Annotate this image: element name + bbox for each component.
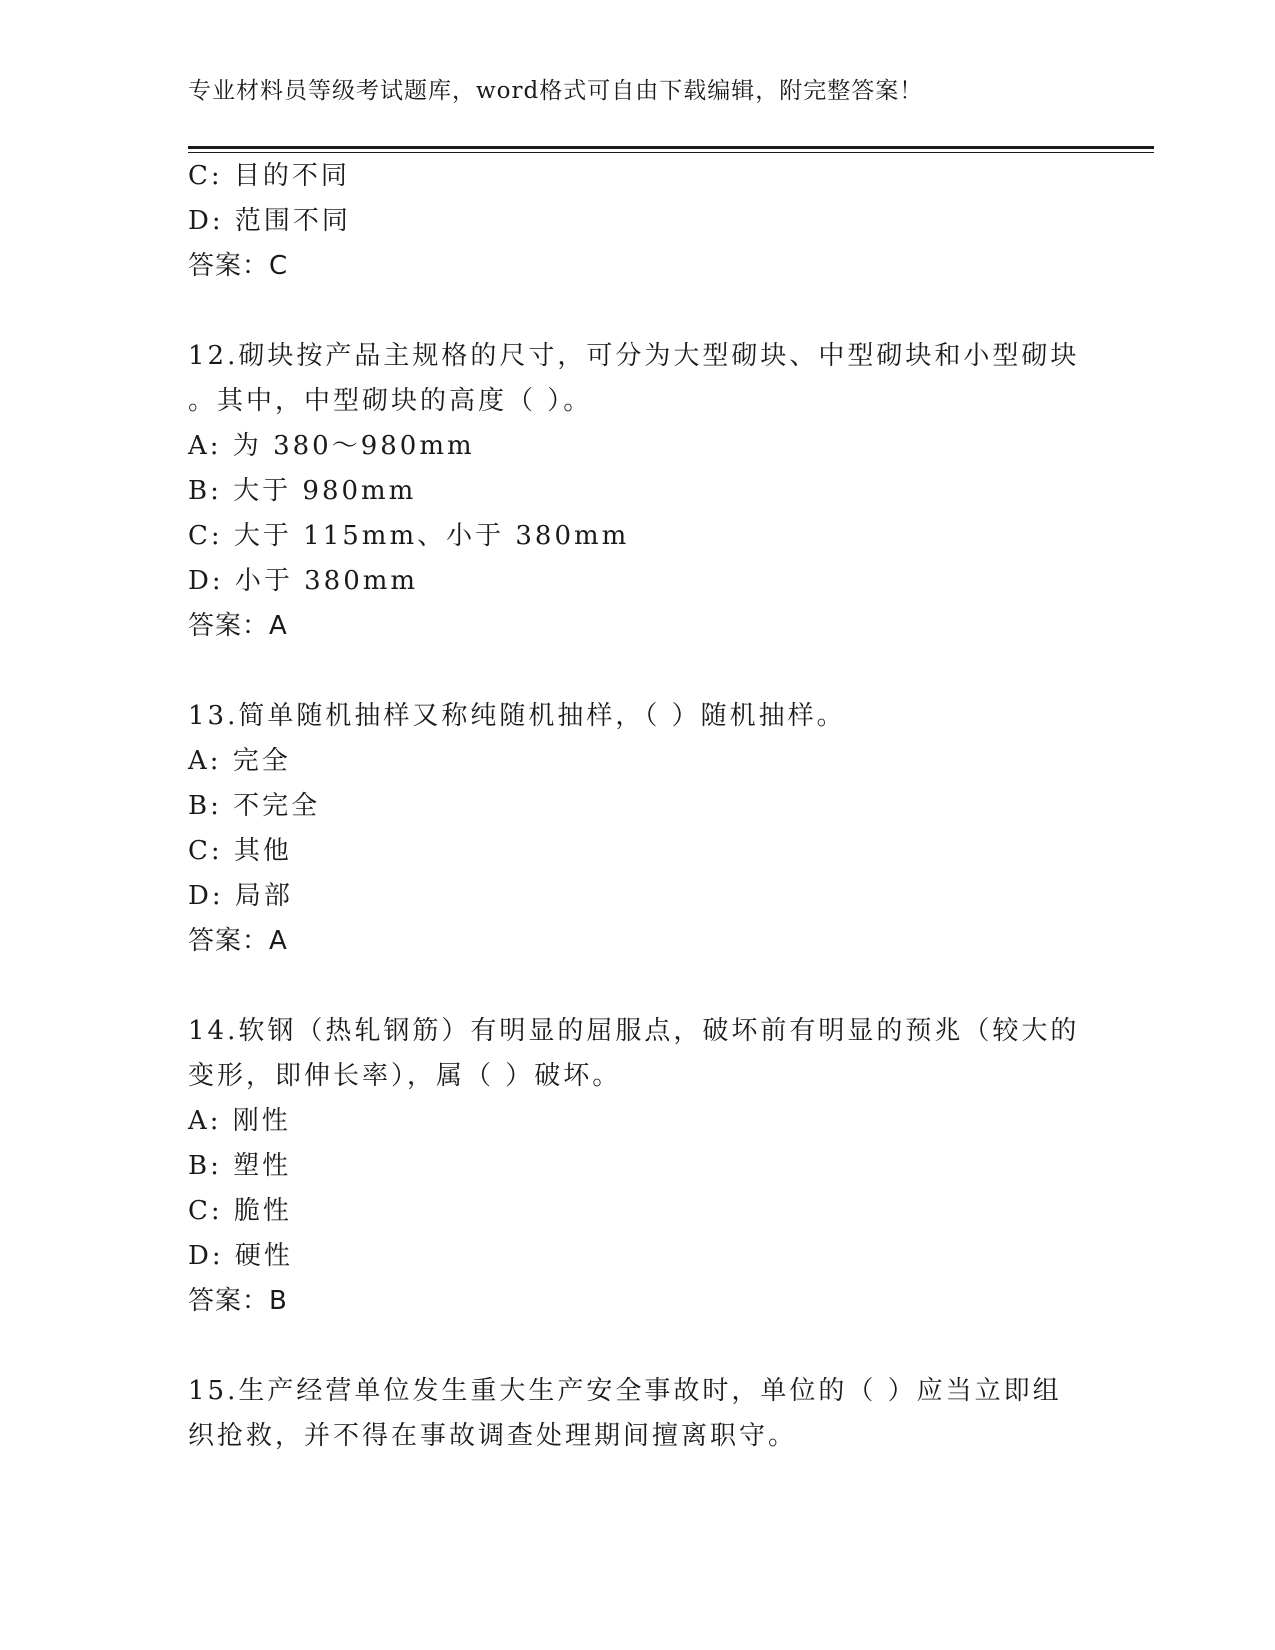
q12-option-b: B: 大于 980mm [188,476,417,506]
q13-option-b: B: 不完全 [188,791,321,821]
header-divider-thin [188,152,1154,153]
q15-stem-line2: 织抢救，并不得在事故调查处理期间擅离职守。 [188,1421,798,1451]
header-divider-thick [188,146,1154,149]
q14-option-a: A: 刚性 [188,1106,291,1136]
q12-option-d: D: 小于 380mm [188,566,419,596]
q15-stem-line1: 15.生产经营单位发生重大生产安全事故时，单位的（ ）应当立即组 [188,1376,1062,1406]
q14-option-d: D: 硬性 [188,1241,293,1271]
q12-stem-line1: 12.砌块按产品主规格的尺寸，可分为大型砌块、中型砌块和小型砌块 [188,341,1080,371]
q14-answer: 答案：B [188,1286,288,1316]
q13-answer: 答案：A [188,926,288,956]
prev-option-d: D: 范围不同 [188,206,351,236]
prev-option-c: C: 目的不同 [188,161,350,191]
q14-stem-line2: 变形，即伸长率），属（ ）破坏。 [188,1061,622,1091]
page-header: 专业材料员等级考试题库，word格式可自由下载编辑，附完整答案！ [188,78,924,104]
q14-option-b: B: 塑性 [188,1151,292,1181]
q12-option-a: A: 为 380～980mm [188,431,475,461]
q12-answer: 答案：A [188,611,288,641]
q13-option-a: A: 完全 [188,746,291,776]
q12-stem-line2: 。其中，中型砌块的高度（ ）。 [188,386,593,416]
prev-answer: 答案：C [188,251,289,281]
q13-stem-line1: 13.简单随机抽样又称纯随机抽样，（ ）随机抽样。 [188,701,846,731]
q12-option-c: C: 大于 115mm、小于 380mm [188,521,630,551]
q14-stem-line1: 14.软钢（热轧钢筋）有明显的屈服点，破坏前有明显的预兆（较大的 [188,1016,1080,1046]
q13-option-d: D: 局部 [188,881,293,911]
q13-option-c: C: 其他 [188,836,292,866]
q14-option-c: C: 脆性 [188,1196,292,1226]
